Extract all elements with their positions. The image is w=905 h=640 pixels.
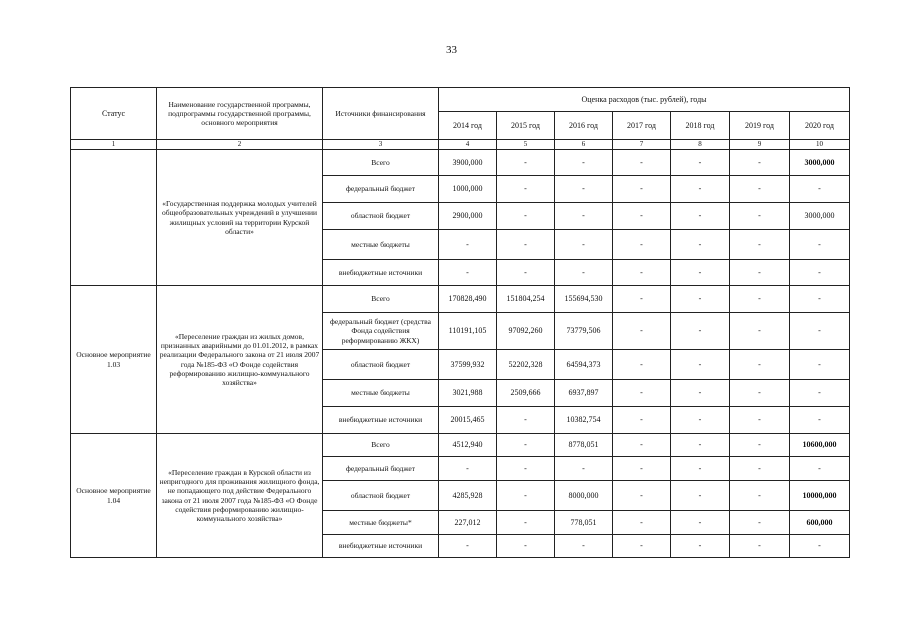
amount-cell: 1000,000 [439, 176, 497, 203]
amount-cell: 2509,666 [497, 380, 555, 407]
funding-source-cell: областной бюджет [323, 481, 439, 511]
amount-cell: 37599,932 [439, 350, 497, 380]
amount-cell: - [555, 260, 613, 286]
program-name-cell: «Государственная поддержка молодых учителей общеобразовательных учреждений в улучшении жилищных условий на территории Курской области» [157, 150, 323, 286]
header-year: 2020 год [790, 112, 850, 140]
amount-cell: - [613, 230, 671, 260]
amount-cell: - [613, 203, 671, 230]
amount-cell: - [555, 176, 613, 203]
amount-cell: 2900,000 [439, 203, 497, 230]
amount-cell: - [497, 150, 555, 176]
amount-cell: - [671, 313, 730, 350]
amount-cell: - [497, 457, 555, 481]
amount-cell: - [555, 203, 613, 230]
amount-cell: - [613, 380, 671, 407]
amount-cell: - [497, 511, 555, 535]
header-row [71, 88, 850, 112]
amount-cell: - [613, 150, 671, 176]
status-cell: Основное мероприятие 1.04 [71, 434, 157, 558]
amount-cell: - [790, 535, 850, 558]
amount-cell: 64594,373 [555, 350, 613, 380]
amount-cell: - [790, 313, 850, 350]
status-cell: Основное мероприятие 1.03 [71, 286, 157, 434]
amount-cell: 170828,490 [439, 286, 497, 313]
amount-cell: - [613, 260, 671, 286]
header-year: 2016 год [555, 112, 613, 140]
funding-source-cell: внебюджетные источники [323, 260, 439, 286]
header-year: 2015 год [497, 112, 555, 140]
amount-cell: - [790, 380, 850, 407]
funding-source-cell: федеральный бюджет [323, 176, 439, 203]
amount-cell: - [497, 230, 555, 260]
header-year: 2018 год [671, 112, 730, 140]
amount-cell: - [497, 535, 555, 558]
amount-cell: - [671, 535, 730, 558]
amount-cell: - [671, 481, 730, 511]
amount-cell: 52202,328 [497, 350, 555, 380]
page-number: 33 [446, 44, 457, 56]
amount-cell: 73779,506 [555, 313, 613, 350]
table-row [71, 286, 850, 313]
amount-cell: - [613, 176, 671, 203]
amount-cell: 155694,530 [555, 286, 613, 313]
funding-source-cell: федеральный бюджет (средства Фонда содействия реформированию ЖКХ) [323, 313, 439, 350]
amount-cell: 6937,897 [555, 380, 613, 407]
funding-source-cell: областной бюджет [323, 350, 439, 380]
amount-cell: - [730, 313, 790, 350]
amount-cell: - [730, 535, 790, 558]
program-name-cell: «Переселение граждан из жилых домов, признанных аварийными до 01.01.2012, в рамках реализации Федерального закона от 21 июля 2007 года №185-ФЗ «О Фонде содействия реформированию жилищно-коммунального хозяйства» [157, 286, 323, 434]
amount-cell: - [730, 407, 790, 434]
funding-source-cell: областной бюджет [323, 203, 439, 230]
amount-cell: 8000,000 [555, 481, 613, 511]
amount-cell: - [730, 457, 790, 481]
amount-cell: - [730, 176, 790, 203]
col-number: 8 [671, 140, 730, 150]
amount-cell: 10382,754 [555, 407, 613, 434]
amount-cell: - [439, 230, 497, 260]
amount-cell: - [790, 176, 850, 203]
amount-cell: - [671, 380, 730, 407]
funding-source-cell: местные бюджеты* [323, 511, 439, 535]
amount-cell: - [671, 286, 730, 313]
amount-cell: - [790, 350, 850, 380]
amount-cell: 151804,254 [497, 286, 555, 313]
amount-cell: - [730, 511, 790, 535]
amount-cell: - [497, 176, 555, 203]
amount-cell: - [790, 230, 850, 260]
amount-cell: - [671, 150, 730, 176]
header-status: Статус [71, 88, 157, 140]
amount-cell: - [555, 230, 613, 260]
amount-cell: - [613, 481, 671, 511]
amount-cell: - [613, 350, 671, 380]
table-row [71, 434, 850, 457]
amount-cell: - [730, 380, 790, 407]
amount-cell: - [613, 511, 671, 535]
amount-cell: - [671, 434, 730, 457]
amount-cell: - [555, 150, 613, 176]
amount-cell: - [730, 481, 790, 511]
amount-cell: - [497, 203, 555, 230]
amount-cell: - [671, 230, 730, 260]
amount-cell: - [497, 434, 555, 457]
amount-cell: 227,012 [439, 511, 497, 535]
amount-cell: - [671, 407, 730, 434]
amount-cell: - [555, 535, 613, 558]
amount-cell: 4512,940 [439, 434, 497, 457]
amount-cell: - [671, 511, 730, 535]
funding-source-cell: федеральный бюджет [323, 457, 439, 481]
funding-source-cell: местные бюджеты [323, 380, 439, 407]
amount-cell: - [730, 260, 790, 286]
col-number: 5 [497, 140, 555, 150]
header-estimate: Оценка расходов (тыс. рублей), годы [439, 88, 850, 112]
amount-cell: - [790, 407, 850, 434]
amount-cell: 10600,000 [790, 434, 850, 457]
funding-source-cell: внебюджетные источники [323, 407, 439, 434]
amount-cell: 10000,000 [790, 481, 850, 511]
amount-cell: - [730, 286, 790, 313]
header-year: 2014 год [439, 112, 497, 140]
header-name: Наименование государственной программы, подпрограммы государственной программы, основного мероприятия [157, 88, 323, 140]
amount-cell: - [671, 350, 730, 380]
amount-cell: 8778,051 [555, 434, 613, 457]
amount-cell: - [613, 434, 671, 457]
program-name-cell: «Переселение граждан в Курской области из непригодного для проживания жилищного фонда, не попадающего под действие Федерального закона от 21 июля 2007 года №185-ФЗ «О Фонде содействия реформированию жилищно-коммунального хозяйства» [157, 434, 323, 558]
amount-cell: 3000,000 [790, 150, 850, 176]
expenditure-table [70, 87, 850, 558]
amount-cell: - [671, 457, 730, 481]
col-number: 3 [323, 140, 439, 150]
amount-cell: 600,000 [790, 511, 850, 535]
amount-cell: 20015,465 [439, 407, 497, 434]
col-number: 1 [71, 140, 157, 150]
amount-cell: - [730, 434, 790, 457]
col-number: 4 [439, 140, 497, 150]
amount-cell: 4285,928 [439, 481, 497, 511]
amount-cell: - [497, 407, 555, 434]
amount-cell: - [497, 481, 555, 511]
amount-cell: - [790, 260, 850, 286]
col-number: 9 [730, 140, 790, 150]
amount-cell: - [613, 457, 671, 481]
amount-cell: 3000,000 [790, 203, 850, 230]
amount-cell: - [730, 203, 790, 230]
amount-cell: 3021,988 [439, 380, 497, 407]
col-number: 10 [790, 140, 850, 150]
header-year: 2017 год [613, 112, 671, 140]
amount-cell: - [613, 286, 671, 313]
col-number: 6 [555, 140, 613, 150]
funding-source-cell: местные бюджеты [323, 230, 439, 260]
col-number: 2 [157, 140, 323, 150]
amount-cell: 97092,260 [497, 313, 555, 350]
amount-cell: - [555, 457, 613, 481]
amount-cell: - [730, 230, 790, 260]
funding-source-cell: внебюджетные источники [323, 535, 439, 558]
amount-cell: - [439, 535, 497, 558]
amount-cell: 3900,000 [439, 150, 497, 176]
column-number-row [71, 140, 850, 150]
amount-cell: 110191,105 [439, 313, 497, 350]
amount-cell: - [790, 286, 850, 313]
amount-cell: - [790, 457, 850, 481]
amount-cell: - [613, 313, 671, 350]
amount-cell: - [613, 407, 671, 434]
amount-cell: - [439, 457, 497, 481]
funding-source-cell: Всего [323, 286, 439, 313]
amount-cell: - [497, 260, 555, 286]
status-cell [71, 150, 157, 286]
amount-cell: - [439, 260, 497, 286]
amount-cell: - [730, 350, 790, 380]
funding-source-cell: Всего [323, 434, 439, 457]
amount-cell: - [671, 203, 730, 230]
amount-cell: 778,051 [555, 511, 613, 535]
amount-cell: - [671, 260, 730, 286]
amount-cell: - [613, 535, 671, 558]
amount-cell: - [671, 176, 730, 203]
table-row [71, 150, 850, 176]
header-year: 2019 год [730, 112, 790, 140]
col-number: 7 [613, 140, 671, 150]
header-source: Источники финансирования [323, 88, 439, 140]
funding-source-cell: Всего [323, 150, 439, 176]
amount-cell: - [730, 150, 790, 176]
